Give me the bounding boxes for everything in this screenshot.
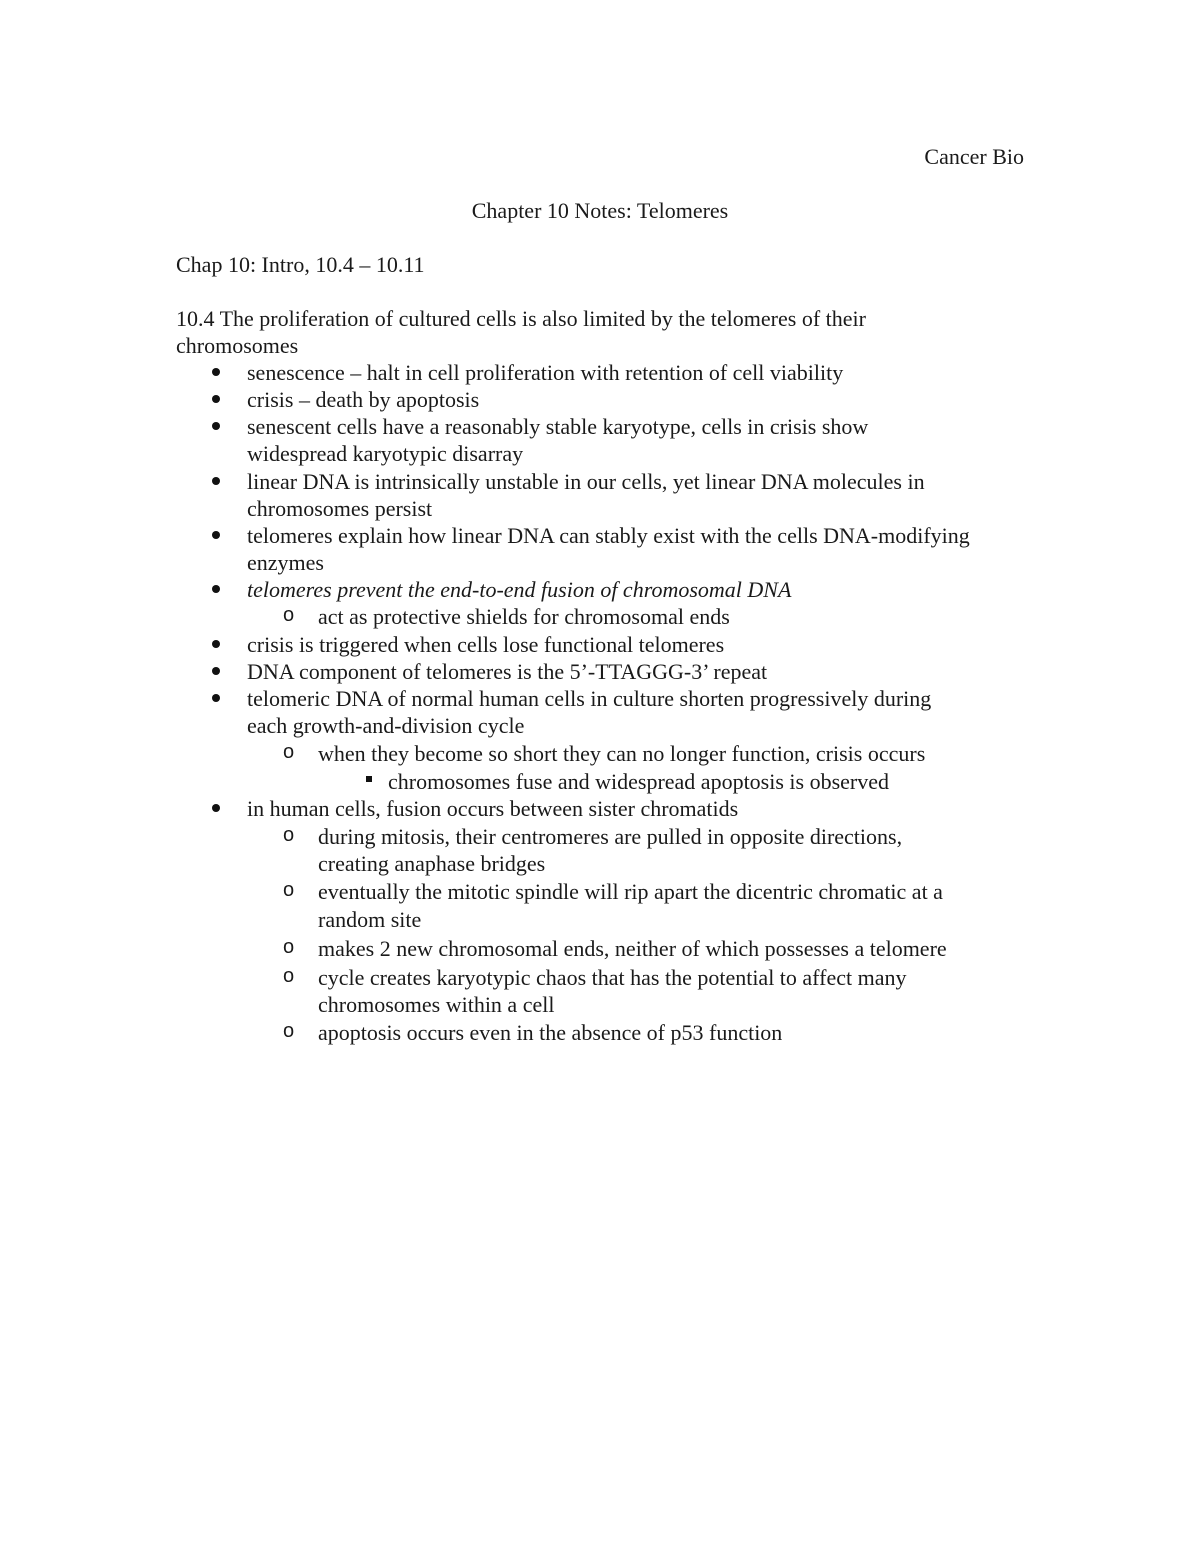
- bullet-marker: [212, 531, 220, 539]
- sub-list-item-continuation: random site: [318, 907, 422, 932]
- list-item: crisis – death by apoptosis: [247, 387, 480, 412]
- list-item: telomeric DNA of normal human cells in culture shorten progressively during: [247, 686, 932, 711]
- sub-list-item: act as protective shields for chromosomal ends: [318, 604, 730, 629]
- sub-list-item: cycle creates karyotypic chaos that has the potential to affect many: [318, 965, 907, 990]
- sub-bullet-marker: o: [283, 741, 295, 763]
- bullet-marker: [212, 368, 220, 376]
- list-item: senescent cells have a reasonably stable karyotype, cells in crisis show: [247, 414, 869, 439]
- bullet-marker: [212, 395, 220, 403]
- sub-list-item: during mitosis, their centromeres are pulled in opposite directions,: [318, 824, 903, 849]
- sub-bullet-marker: o: [283, 824, 295, 846]
- course-label: Cancer Bio: [924, 144, 1024, 169]
- list-item-italic: telomeres prevent the end-to-end fusion of chromosomal DNA: [247, 577, 792, 602]
- list-item-continuation: widespread karyotypic disarray: [247, 441, 524, 466]
- chapter-range: Chap 10: Intro, 10.4 – 10.11: [176, 252, 425, 277]
- list-item-continuation: enzymes: [247, 550, 324, 575]
- bullet-marker: [212, 477, 220, 485]
- list-item: senescence – halt in cell proliferation with retention of cell viability: [247, 360, 844, 385]
- bullet-marker: [212, 640, 220, 648]
- section-heading-line-2: chromosomes: [176, 333, 299, 358]
- sub-bullet-marker: o: [283, 936, 295, 958]
- sub-sub-list-item: chromosomes fuse and widespread apoptosis is observed: [388, 769, 890, 794]
- list-item: linear DNA is intrinsically unstable in our cells, yet linear DNA molecules in: [247, 469, 925, 494]
- sub-list-item: apoptosis occurs even in the absence of p53 function: [318, 1020, 783, 1045]
- list-item: in human cells, fusion occurs between sister chromatids: [247, 796, 739, 821]
- list-item-continuation: chromosomes persist: [247, 496, 433, 521]
- bullet-marker: [212, 694, 220, 702]
- sub-bullet-marker: o: [283, 1020, 295, 1042]
- sub-list-item: eventually the mitotic spindle will rip apart the dicentric chromatic at a: [318, 879, 943, 904]
- page-title: Chapter 10 Notes: Telomeres: [471, 198, 729, 223]
- list-item: crisis is triggered when cells lose functional telomeres: [247, 632, 725, 657]
- sub-bullet-marker: o: [283, 604, 295, 626]
- sub-list-item: makes 2 new chromosomal ends, neither of which possesses a telomere: [318, 936, 947, 961]
- sub-bullet-marker: o: [283, 965, 295, 987]
- bullet-marker: [212, 804, 220, 812]
- list-item: telomeres explain how linear DNA can stably exist with the cells DNA-modifying: [247, 523, 970, 548]
- sub-bullet-marker: o: [283, 879, 295, 901]
- sub-list-item-continuation: creating anaphase bridges: [318, 851, 546, 876]
- sub-sub-bullet-marker: [366, 776, 372, 782]
- list-item: DNA component of telomeres is the 5’-TTAGGG-3’ repeat: [247, 659, 768, 684]
- bullet-marker: [212, 585, 220, 593]
- section-heading-line-1: 10.4 The proliferation of cultured cells is also limited by the telomeres of their: [176, 306, 866, 331]
- sub-list-item-continuation: chromosomes within a cell: [318, 992, 555, 1017]
- list-item-continuation: each growth-and-division cycle: [247, 713, 525, 738]
- bullet-marker: [212, 422, 220, 430]
- bullet-marker: [212, 667, 220, 675]
- sub-list-item: when they become so short they can no longer function, crisis occurs: [318, 741, 926, 766]
